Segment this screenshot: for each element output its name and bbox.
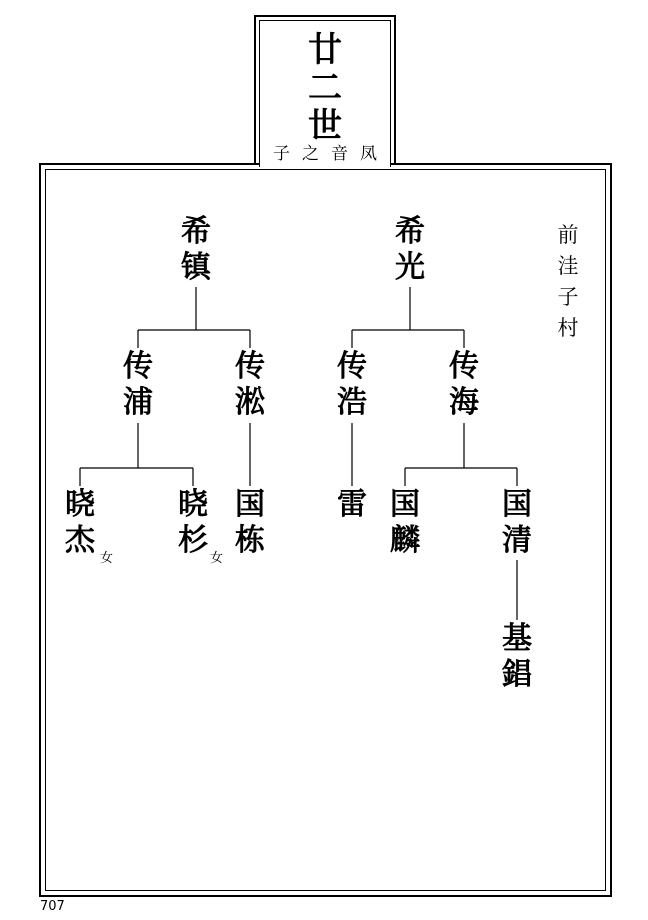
person-chuanpu (116, 349, 160, 421)
name-char: 国 (235, 487, 265, 522)
name-char: 杰 (65, 523, 95, 558)
generation-header-inner (259, 20, 391, 167)
name-char: 雷 (337, 487, 367, 522)
person-guodong (228, 487, 272, 559)
name-char: 传 (449, 349, 479, 384)
name-char: 清 (502, 523, 532, 558)
person-chuanhai (442, 349, 486, 421)
person-xiguang (388, 214, 432, 286)
person-guoqing (495, 487, 539, 559)
person-guolin (383, 487, 427, 559)
name-char: 晓 (65, 487, 95, 522)
generation-char: 廿 (308, 30, 342, 70)
generation-title (260, 31, 390, 145)
name-char: 希 (181, 214, 211, 249)
name-char: 淞 (235, 385, 265, 420)
village-char: 子 (557, 285, 579, 309)
name-char: 传 (235, 349, 265, 384)
female-mark: 女 (100, 551, 114, 566)
person-jichang (495, 621, 539, 693)
village-label (556, 220, 580, 344)
person-xiaojie (58, 487, 102, 559)
female-mark: 女 (210, 551, 224, 566)
name-char: 国 (390, 487, 420, 522)
person-xiaoshan (171, 487, 215, 559)
person-chuansong (228, 349, 272, 421)
person-chuanhao (330, 349, 374, 421)
name-char: 镇 (181, 250, 211, 285)
name-char: 栋 (235, 523, 265, 558)
name-char: 錩 (502, 657, 532, 692)
name-char: 浦 (123, 385, 153, 420)
name-char: 浩 (337, 385, 367, 420)
generation-header (254, 15, 396, 165)
name-char: 国 (502, 487, 532, 522)
name-char: 基 (502, 621, 532, 656)
name-char: 光 (395, 250, 425, 285)
name-char: 晓 (178, 487, 208, 522)
village-char: 村 (557, 316, 579, 340)
name-char: 传 (337, 349, 367, 384)
generation-subtitle: 子之音凤 (273, 144, 389, 164)
person-xizhen (174, 214, 218, 286)
person-lei (330, 487, 374, 523)
village-char: 前 (557, 223, 579, 247)
village-char: 洼 (557, 254, 579, 278)
generation-char: 世 (308, 106, 342, 146)
generation-char: 二 (308, 68, 342, 108)
name-char: 希 (395, 214, 425, 249)
name-char: 海 (449, 385, 479, 420)
page-number: 707 (40, 899, 65, 914)
name-char: 传 (123, 349, 153, 384)
name-char: 麟 (390, 523, 420, 558)
name-char: 杉 (178, 523, 208, 558)
